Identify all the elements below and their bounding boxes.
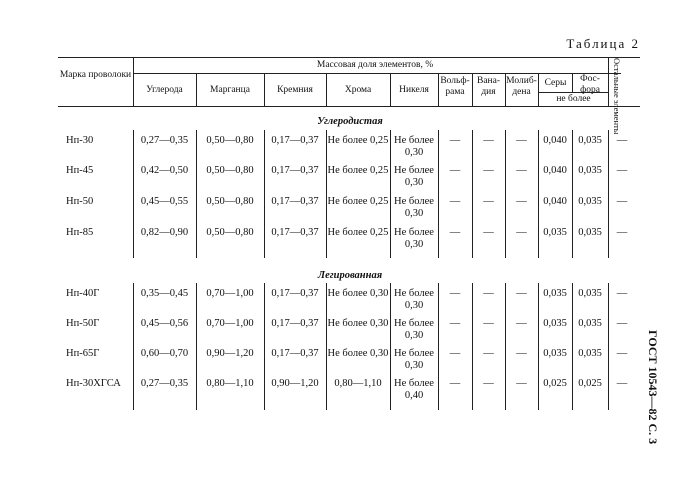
cell-mn: 0,70—1,00: [206, 288, 254, 299]
cell-si: 0,17—0,37: [271, 288, 319, 299]
cell-mo: —: [516, 288, 527, 299]
cell-si: 0,17—0,37: [271, 135, 319, 146]
cell-s: 0,035: [543, 227, 567, 238]
column-rule: [438, 283, 439, 410]
section-title-alloy: Легированная: [317, 270, 383, 281]
header-carbon: Углерода: [146, 85, 183, 95]
cell-w: —: [449, 165, 461, 176]
cell-mo: —: [516, 135, 527, 146]
cell-v: —: [483, 165, 494, 176]
cell-other: —: [616, 196, 628, 207]
cell-ni: Не более 0,30: [394, 348, 434, 371]
cell-mn: 0,70—1,00: [206, 318, 254, 329]
cell-c: 0,27—0,35: [140, 135, 189, 146]
table-title: Таблица 2: [566, 36, 640, 51]
cell-s: 0,035: [543, 348, 567, 359]
cell-p: 0,035: [578, 196, 602, 207]
cell-w: —: [449, 348, 461, 359]
cell-c: 0,42—0,50: [140, 165, 189, 176]
header-sulfur: Серы: [544, 78, 567, 88]
cell-other: —: [616, 165, 628, 176]
column-rule: [133, 283, 134, 410]
cell-p: 0,035: [578, 165, 602, 176]
cell-w: —: [449, 318, 461, 329]
grade-cell: Нп-85: [66, 227, 94, 238]
column-rule: [608, 283, 609, 410]
cell-w: —: [449, 378, 461, 389]
cell-mn: 0,50—0,80: [206, 196, 254, 207]
cell-mo: —: [516, 196, 527, 207]
cell-mn: 0,90—1,20: [206, 348, 254, 359]
cell-v: —: [483, 196, 494, 207]
grade-cell: Нп-40Г: [66, 288, 100, 299]
grade-cell: Нп-30: [66, 135, 94, 146]
cell-si: 0,17—0,37: [271, 227, 319, 238]
header-chromium: Хрома: [344, 85, 372, 95]
cell-v: —: [483, 288, 494, 299]
header-others: Остальные элементы: [612, 58, 622, 135]
grade-cell: Нп-45: [66, 165, 94, 176]
cell-cr: Не более 0,25: [327, 196, 389, 207]
cell-cr: 0,80—1,10: [334, 378, 382, 389]
cell-cr: Не более 0,30: [327, 348, 389, 359]
cell-v: —: [483, 348, 494, 359]
header-grade: Марка проволоки: [59, 70, 132, 80]
header-phosphorus: Фос-фора: [580, 74, 600, 95]
cell-other: —: [616, 227, 628, 238]
cell-ni: Не более 0,30: [394, 196, 434, 219]
cell-w: —: [449, 196, 461, 207]
grade-cell: Нп-30ХГСА: [66, 378, 121, 389]
cell-v: —: [483, 378, 494, 389]
cell-v: —: [483, 318, 494, 329]
cell-s: 0,040: [543, 135, 567, 146]
column-rule: [472, 283, 473, 410]
cell-cr: Не более 0,30: [327, 318, 389, 329]
column-rule: [326, 283, 327, 410]
cell-si: 0,90—1,20: [271, 378, 319, 389]
side-label: ГОСТ 10543—82 С. 3: [646, 330, 660, 445]
cell-other: —: [616, 318, 628, 329]
cell-w: —: [449, 227, 461, 238]
cell-p: 0,035: [578, 318, 602, 329]
table-top-rule: [58, 57, 640, 58]
header-nickel: Никеля: [399, 85, 429, 95]
cell-v: —: [483, 135, 494, 146]
cell-v: —: [483, 227, 494, 238]
grade-cell: Нп-50: [66, 196, 94, 207]
cell-si: 0,17—0,37: [271, 318, 319, 329]
cell-p: 0,035: [578, 135, 602, 146]
cell-p: 0,025: [578, 378, 602, 389]
column-rule: [264, 283, 265, 410]
cell-p: 0,035: [578, 227, 602, 238]
cell-ni: Не более 0,30: [394, 135, 434, 158]
cell-other: —: [616, 135, 628, 146]
grade-cell: Нп-50Г: [66, 318, 100, 329]
cell-mo: —: [516, 165, 527, 176]
cell-other: —: [616, 348, 628, 359]
header-bottom-rule: [58, 106, 640, 107]
cell-c: 0,35—0,45: [140, 288, 189, 299]
cell-p: 0,035: [578, 348, 602, 359]
cell-si: 0,17—0,37: [271, 348, 319, 359]
cell-cr: Не более 0,25: [327, 135, 389, 146]
cell-c: 0,82—0,90: [140, 227, 189, 238]
cell-c: 0,27—0,35: [140, 378, 189, 389]
header-silicon: Кремния: [277, 85, 313, 95]
cell-c: 0,60—0,70: [140, 348, 189, 359]
cell-mo: —: [516, 227, 527, 238]
cell-mn: 0,50—0,80: [206, 135, 254, 146]
column-rule: [572, 283, 573, 410]
cell-c: 0,45—0,55: [140, 196, 189, 207]
header-sub-rule: [133, 73, 621, 74]
cell-ni: Не более 0,30: [394, 165, 434, 188]
cell-s: 0,025: [543, 378, 567, 389]
header-molybdenum: Молиб-дена: [506, 76, 537, 97]
cell-w: —: [449, 288, 461, 299]
header-not-more: не более: [556, 94, 591, 104]
cell-mn: 0,50—0,80: [206, 227, 254, 238]
header-manganese: Марганца: [210, 85, 250, 95]
cell-ni: Не более 0,30: [394, 288, 434, 311]
cell-ni: Не более 0,40: [394, 378, 434, 401]
cell-cr: Не более 0,25: [327, 227, 389, 238]
cell-mo: —: [516, 318, 527, 329]
cell-si: 0,17—0,37: [271, 165, 319, 176]
cell-mo: —: [516, 378, 527, 389]
cell-p: 0,035: [578, 288, 602, 299]
hdr-div: [133, 57, 134, 106]
grade-cell: Нп-65Г: [66, 348, 100, 359]
cell-c: 0,45—0,56: [140, 318, 189, 329]
cell-other: —: [616, 378, 628, 389]
cell-cr: Не более 0,30: [327, 288, 389, 299]
hdr-div: [608, 57, 609, 106]
cell-cr: Не более 0,25: [327, 165, 389, 176]
cell-s: 0,035: [543, 318, 567, 329]
cell-w: —: [449, 135, 461, 146]
section-title-carbon: Углеродистая: [317, 116, 383, 127]
header-tungsten: Вольф-рама: [440, 76, 470, 97]
cell-ni: Не более 0,30: [394, 227, 434, 250]
cell-s: 0,040: [543, 165, 567, 176]
cell-mn: 0,50—0,80: [206, 165, 254, 176]
header-mass-fraction: Массовая доля элементов, %: [316, 60, 434, 70]
cell-s: 0,035: [543, 288, 567, 299]
column-rule: [538, 283, 539, 410]
column-rule: [196, 283, 197, 410]
cell-ni: Не более 0,30: [394, 318, 434, 341]
cell-mn: 0,80—1,10: [206, 378, 254, 389]
header-vanadium: Вана-дия: [476, 76, 501, 97]
cell-other: —: [616, 288, 628, 299]
cell-si: 0,17—0,37: [271, 196, 319, 207]
column-rule: [505, 283, 506, 410]
cell-mo: —: [516, 348, 527, 359]
cell-s: 0,040: [543, 196, 567, 207]
